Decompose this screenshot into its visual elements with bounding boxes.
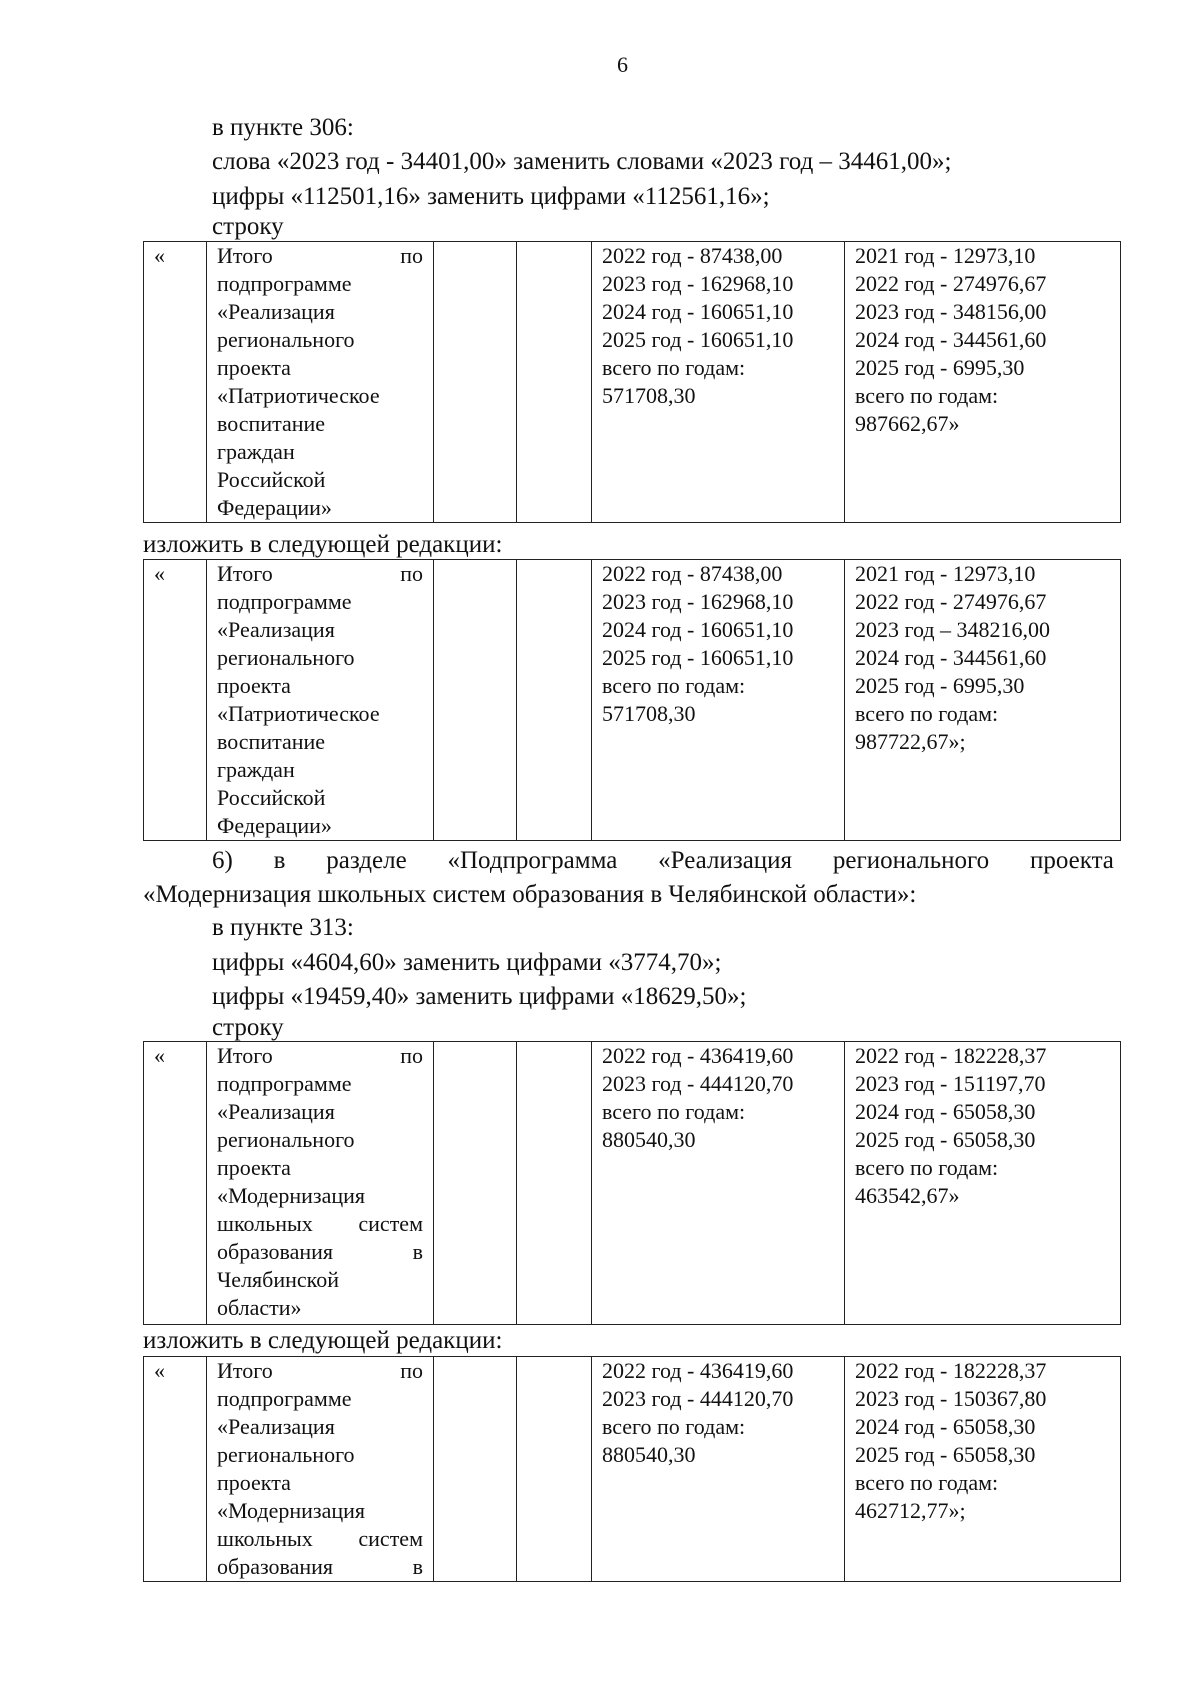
name-word: Итого (217, 561, 273, 586)
empty-cell (517, 1042, 592, 1325)
plan-line: 2022 год - 87438,00 (602, 561, 783, 586)
empty-cell (434, 242, 517, 523)
plan-line: 571708,30 (602, 383, 696, 408)
fact-line: 2023 год – 348216,00 (855, 617, 1051, 642)
section-a-new-row-table (143, 559, 1121, 841)
plan-line: всего по годам: (602, 1099, 746, 1124)
name-word: систем (358, 1526, 423, 1551)
subprogram-name-cell (207, 1042, 434, 1325)
name-justified-line (217, 1210, 427, 1238)
name-word: по (400, 243, 423, 268)
plan-line: 2025 год - 160651,10 (602, 645, 794, 670)
table-row (144, 242, 1121, 523)
name-first-line (217, 560, 427, 588)
name-line: Российской (217, 467, 326, 492)
name-line: «Реализация (217, 299, 335, 324)
fact-line: 462712,77»; (855, 1498, 966, 1523)
name-line: проекта (217, 355, 291, 380)
name-line: «Модернизация (217, 1183, 366, 1208)
section-b-heading-line-1 (212, 846, 1114, 876)
fact-line: 2021 год - 12973,10 (855, 243, 1036, 268)
name-line: «Модернизация (217, 1498, 366, 1523)
fact-line: всего по годам: (855, 383, 999, 408)
name-line: «Реализация (217, 1099, 335, 1124)
name-word: образования (217, 1554, 334, 1579)
fact-line: 2025 год - 6995,30 (855, 355, 1025, 380)
heading-word: проекта (1029, 847, 1114, 874)
quote-cell (144, 560, 207, 841)
section-b-line-2: цифры «4604,60» заменить цифрами «3774,70»; (212, 949, 722, 976)
section-a-new-label: изложить в следующей редакции: (143, 531, 503, 558)
section-b-heading-line-2: «Модернизация школьных систем образования в Челябинской области»: (143, 881, 917, 908)
name-word: по (400, 1043, 423, 1068)
name-justified-line (217, 1553, 427, 1581)
name-word: в (412, 1554, 423, 1579)
section-a-line-4: строку (212, 213, 284, 240)
name-line: «Реализация (217, 617, 335, 642)
name-line: Челябинской (217, 1267, 340, 1292)
fact-line: всего по годам: (855, 1470, 999, 1495)
quote-mark: « (154, 243, 165, 268)
fact-line: 2022 год - 182228,37 (855, 1358, 1047, 1383)
name-line: проекта (217, 1470, 291, 1495)
fact-line: 2024 год - 344561,60 (855, 645, 1047, 670)
name-line: «Реализация (217, 1414, 335, 1439)
quote-cell (144, 1357, 207, 1582)
plan-line: 2025 год - 160651,10 (602, 327, 794, 352)
name-line: Федерации» (217, 813, 332, 838)
name-line: регионального (217, 645, 355, 670)
section-b-new-row-table (143, 1356, 1121, 1582)
fact-line: 987662,67» (855, 411, 960, 436)
name-first-line (217, 242, 427, 270)
section-b-old-row-table (143, 1041, 1121, 1325)
plan-line: 2024 год - 160651,10 (602, 299, 794, 324)
name-line: регионального (217, 327, 355, 352)
name-word: школьных (217, 1211, 313, 1236)
table-row (144, 1357, 1121, 1582)
plan-line: 571708,30 (602, 701, 696, 726)
name-line: воспитание (217, 729, 326, 754)
name-word: Итого (217, 243, 273, 268)
plan-values-cell (592, 242, 845, 523)
fact-line: 987722,67»; (855, 729, 966, 754)
name-word: школьных (217, 1526, 313, 1551)
heading-word: в (273, 847, 286, 874)
fact-line: 2023 год - 150367,80 (855, 1386, 1047, 1411)
subprogram-name-cell (207, 1357, 434, 1582)
plan-line: 2022 год - 436419,60 (602, 1358, 794, 1383)
name-line: «Патриотическое (217, 701, 380, 726)
name-line: Федерации» (217, 495, 332, 520)
section-b-line-1: в пункте 313: (212, 914, 354, 941)
quote-mark: « (154, 1358, 165, 1383)
name-line: подпрограмме (217, 271, 352, 296)
empty-cell (517, 1357, 592, 1582)
name-line: граждан (217, 757, 295, 782)
fact-line: 2025 год - 6995,30 (855, 673, 1025, 698)
section-a-line-3: цифры «112501,16» заменить цифрами «112561,16»; (212, 183, 770, 210)
empty-cell (517, 560, 592, 841)
name-first-line (217, 1042, 427, 1070)
empty-cell (434, 1357, 517, 1582)
fact-line: всего по годам: (855, 1155, 999, 1180)
fact-values-cell (845, 1357, 1121, 1582)
name-line: подпрограмме (217, 1071, 352, 1096)
section-a-old-row-table (143, 241, 1121, 523)
fact-values-cell (845, 560, 1121, 841)
name-line: воспитание (217, 411, 326, 436)
fact-line: 2025 год - 65058,30 (855, 1442, 1036, 1467)
name-word: по (400, 1358, 423, 1383)
fact-values-cell (845, 242, 1121, 523)
name-word: образования (217, 1239, 334, 1264)
section-a-line-2: слова «2023 год - 34401,00» заменить словами «2023 год – 34461,00»; (212, 148, 952, 175)
table-row (144, 1042, 1121, 1325)
page-number: 6 (617, 52, 628, 77)
fact-line: 2023 год - 348156,00 (855, 299, 1047, 324)
plan-line: 2023 год - 444120,70 (602, 1071, 794, 1096)
plan-values-cell (592, 1042, 845, 1325)
plan-line: 2023 год - 444120,70 (602, 1386, 794, 1411)
quote-cell (144, 1042, 207, 1325)
section-b-line-4: строку (212, 1014, 284, 1041)
plan-line: 880540,30 (602, 1442, 696, 1467)
fact-line: 2025 год - 65058,30 (855, 1127, 1036, 1152)
plan-values-cell (592, 560, 845, 841)
fact-line: 2022 год - 274976,67 (855, 589, 1047, 614)
fact-line: 2022 год - 182228,37 (855, 1043, 1047, 1068)
section-b-line-3: цифры «19459,40» заменить цифрами «18629,50»; (212, 983, 747, 1010)
empty-cell (434, 560, 517, 841)
heading-word: «Реализация (658, 847, 793, 874)
fact-line: 2024 год - 344561,60 (855, 327, 1047, 352)
name-word: Итого (217, 1043, 273, 1068)
heading-word: «Подпрограмма (447, 847, 618, 874)
subprogram-name-cell (207, 242, 434, 523)
plan-line: 2022 год - 436419,60 (602, 1043, 794, 1068)
fact-values-cell (845, 1042, 1121, 1325)
quote-mark: « (154, 1043, 165, 1068)
plan-line: 880540,30 (602, 1127, 696, 1152)
fact-line: 2021 год - 12973,10 (855, 561, 1036, 586)
subprogram-name-cell (207, 560, 434, 841)
name-line: Российской (217, 785, 326, 810)
name-word: по (400, 561, 423, 586)
plan-values-cell (592, 1357, 845, 1582)
name-word: Итого (217, 1358, 273, 1383)
fact-line: всего по годам: (855, 701, 999, 726)
heading-word: разделе (326, 847, 407, 874)
fact-line: 463542,67» (855, 1183, 960, 1208)
name-justified-line (217, 1525, 427, 1553)
heading-word: 6) (212, 847, 233, 874)
name-line: граждан (217, 439, 295, 464)
empty-cell (517, 242, 592, 523)
plan-line: 2023 год - 162968,10 (602, 589, 794, 614)
name-line: проекта (217, 1155, 291, 1180)
plan-line: всего по годам: (602, 355, 746, 380)
table-row (144, 560, 1121, 841)
plan-line: всего по годам: (602, 673, 746, 698)
fact-line: 2023 год - 151197,70 (855, 1071, 1046, 1096)
plan-line: 2023 год - 162968,10 (602, 271, 794, 296)
plan-line: 2024 год - 160651,10 (602, 617, 794, 642)
quote-mark: « (154, 561, 165, 586)
name-line: регионального (217, 1442, 355, 1467)
name-line: проекта (217, 673, 291, 698)
name-justified-line (217, 1238, 427, 1266)
fact-line: 2024 год - 65058,30 (855, 1414, 1036, 1439)
name-line: подпрограмме (217, 1386, 352, 1411)
name-line: «Патриотическое (217, 383, 380, 408)
fact-line: 2024 год - 65058,30 (855, 1099, 1036, 1124)
section-b-new-label: изложить в следующей редакции: (143, 1327, 503, 1354)
quote-cell (144, 242, 207, 523)
plan-line: всего по годам: (602, 1414, 746, 1439)
heading-word: регионального (832, 847, 990, 874)
name-line: подпрограмме (217, 589, 352, 614)
name-first-line (217, 1357, 427, 1385)
empty-cell (434, 1042, 517, 1325)
fact-line: 2022 год - 274976,67 (855, 271, 1047, 296)
plan-line: 2022 год - 87438,00 (602, 243, 783, 268)
name-line: регионального (217, 1127, 355, 1152)
name-line: области» (217, 1295, 302, 1320)
name-word: систем (358, 1211, 423, 1236)
name-word: в (412, 1239, 423, 1264)
section-a-line-1: в пункте 306: (212, 114, 354, 141)
